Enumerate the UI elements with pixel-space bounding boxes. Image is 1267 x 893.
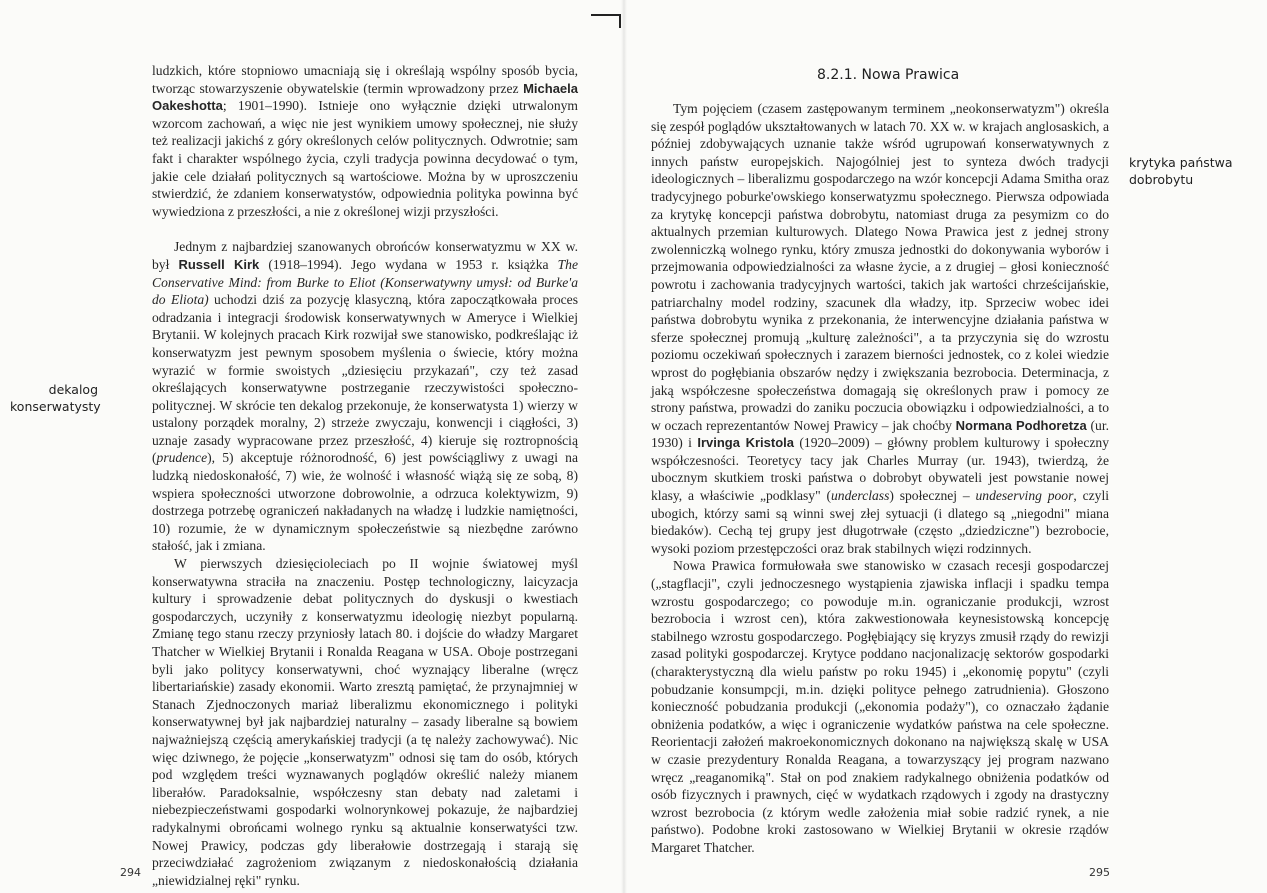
left-paragraph-2: Jednym z najbardziej szanowanych obrońców konserwatyzmu w XX w. był Russell Kirk (1918–1994). Jego wydana w 1953 r. książka The Conservative Mind: from Burke to Eliot (Konserwatywny umysł: od Burke'a do Eliota) uchodzi dziś za pozycję klasyczną, która zapoczątkowała proces odradzania i integracji środowisk konserwatywnych w Ameryce i Wielkiej Brytanii. W kolejnych pracach Kirk rozwijał swe stanowisko, podkreślając iż konserwatyzm jest pewnym sposobem myślenia o świecie, który można wyrazić w formie swoistych „dziesięciu przykazań", czy też zasad określających konserwatywne postrzeganie rzeczywistości społeczno-politycznej. W skrócie ten dekalog przekonuje, że konserwatysta 1) wierzy w ustalony porządek moralny, 2) strzeże zwyczaju, konwencji i ciągłości, 3) uznaje zasady wypracowane przez przeszłość, 4) kieruje się roztropnością (prudence), 5) akceptuje różnorodność, 6) jest powściągliwy z uwagi na ludzką niedoskonałość, 7) wie, że wolność i własność wiążą się ze sobą, 8) wspiera społeczności utworzone dobrowolnie, a odrzuca kolektywizm, 9) dostrzega potrzebę ograniczeń nakładanych na władzę i ludzkie namiętności, 10) rozumie, że w dynamicznym społeczeństwie są niezbędne zarówno stałość, jak i zmiana. (152, 239, 578, 554)
right-paragraph-2: Nowa Prawica formułowała swe stanowisko w czasach recesji gospodarczej („stagflacji", czyli jednoczesnego wystąpienia zjawiska inflacji i spadku tempa wzrostu gospodarczego; co powoduje m.in. ograniczanie produkcji, wzrost bezrobocia i wzrost cen), która zakwestionowała keynesistowską koncepcję stabilnego wzrostu gospodarczego. Pogłębiający się kryzys zmusił rządy do rewizji zasad polityki gospodarczej. Krytyce poddano nacjonalizację sektorów gospodarki (charakterystyczną dla wielu państw po roku 1945) i „ekonomię popytu" (czyli pobudzanie konsumpcji, m.in. dzięki polityce pełnego zatrudnienia). Głoszono konieczność pobudzania produkcji („ekonomia podaży"), co oznaczało żądanie obniżenia podatków, a więc i ograniczenie wydatków państwa na cele społeczne. Reorientacji założeń makroekonomicznych dokonano na największą skalę w USA w czasie prezydentury Ronalda Reagana, a towarzyszący jej program nazwano wręcz „reaganomiką". Stał on pod znakiem radykalnego obniżenia podatków od osób fizycznych i prawnych, cięć w wydatkach rządowych i zgody na drastyczny wzrost bezrobocia (z którym wedle założenia miał sobie radzić rynek, a nie państwo). Podobne kroki zastosowano w Wielkiej Brytanii w okresie rządów Margaret Thatcher. (651, 558, 1109, 855)
left-paragraph-1: ludzkich, które stopniowo umacniają się i określają wspólny sposób bycia, tworząc stowarzyszenie obywatelskie (termin wprowadzony przez Michaela Oakeshotta; 1901–1990). Istnieje ono wyłącznie dzięki utrwalonym wzorcom zachowań, a więc nie jest wynikiem umowy społecznej, nie służy też realizacji jakichś z góry określonych celów politycznych. Odwrotnie; sam fakt i charakter wspólnego życia, czyli tradycja powinna decydować o tym, jakie cele działań politycznych są wartościowe. Można by w uproszczeniu stwierdzić, że zdaniem konserwatystów, odpowiednia polityka powinna być wywiedziona z przeszłości, a nie z określonej wizji przyszłości. (152, 63, 578, 219)
right-paragraph-1: Tym pojęciem (czasem zastępowanym terminem „neokonserwatyzm") określa się zespół poglądów ukształtowanych w latach 70. XX w. w krajach anglosaskich, a później zdobywających uznanie także wśród ugrupowań konserwatywnych z innych państw europejskich. Najogólniej jest to synteza dwóch tradycji ideologicznych – liberalizmu gospodarczego na wzór koncepcji Adama Smitha oraz tradycyjnego poburke'owskiego konserwatyzmu społecznego. Pierwsza odpowiada za krytykę koncepcji państwa dobrobytu, natomiast druga za pesymizm co do aktualnych przemian kulturowych. Dlatego Nowa Prawica jest z jednej strony zwolenniczką wolnego rynku, który zmusza jednostki do dokonywania wyborów i przejmowania odpowiedzialności za własne życie, a z drugiej – głosi konieczność powrotu i zachowania tradycyjnych wartości, takich jak wartości chrześcijańskie, patriarchalny model rodziny, szacunek dla władzy, itp. Sprzeciw wobec idei państwa dobrobytu wynika z przekonania, że interwencyjne działania państwa w sferze społecznej promują „kulturę zależności", a ta przyczynia się do wzrostu poziomu oczekiwań społecznych i zarazem bierności jednostek, co z kolei wiedzie wprost do pogłębiania obszarów nędzy i zwiększania bezrobocia. Determinacja, z jaką współczesne społeczeństwa domagają się określonych praw i pomocy ze strony państwa, prowadzi do zaniku poczucia obowiązku i odpowiedzialności, a to w oczach reprezentantów Nowej Prawicy – jak choćby Normana Podhoretza (ur. 1930) i Irvinga Kristola (1920–2009) – główny problem kulturowy i społeczny współczesności. Teoretycy tacy jak Charles Murray (ur. 1943), twierdzą, że ubocznym skutkiem troski państwa o dobrobyt obywateli jest powstanie nowej klasy, a właściwie „podklasy" (underclass) społecznej – undeserving poor, czyli ubogich, którzy sami są winni swej złej sytuacji (i dlatego są „niegodni" miana biedaków). Cechą tej grupy jest długotrwałe (często „dziedziczne") bezrobocie, wysoki poziom przestępczości oraz brak stabilnych więzi rodzinnych. (651, 101, 1110, 556)
person-name: Normana Podhoretza (955, 417, 1087, 433)
person-name: Irvinga Kristola (697, 435, 794, 451)
page-number: 294 (120, 866, 141, 879)
person-name: Michaela Oakeshotta (152, 80, 578, 114)
left-paragraph-3: W pierwszych dziesięcioleciach po II wojnie światowej myśl konserwatywna straciła na znaczeniu. Postęp technologiczny, laicyzacja kultury i sprowadzenie debat politycznych do dyskusji o kwestiach gospodarczych, uczyniły z konserwatyzmu ideologię niezbyt popularną. Zmianę tego stanu rzeczy przyniosły latach 80. i dojście do władzy Margaret Thatcher w Wielkiej Brytanii i Ronalda Reagana w USA. Oboje postrzegani byli jako politycy konserwatywni, choć wyznający liberalne (wręcz libertariańskie) zasady ekonomii. Warto zresztą pamiętać, że przynajmniej w Stanach Zjednoczonych mariaż liberalizmu ekonomicznego i polityki konserwatywnej był jak najbardziej naturalny – zasady liberalne są bowiem najważniejszą częścią amerykańskiej tradycji (a tę należy zachowywać). Nic więc dziwnego, że pojęcie „konserwatyzm" odnosi się tam do osób, których pod względem treści wyznawanych poglądów określić należy mianem liberałów. Paradoksalnie, współczesny stan debaty nad zaletami i niebezpieczeństwami gospodarki wolnorynkowej pokazuje, że najbardziej radykalnymi obrońcami wolnego rynku są aktualnie konserwatyści tzw. Nowej Prawicy, podczas gdy liberałowie dostrzegają i starają się przeciwdziałać zagrożeniom związanym z niedoskonałością działania „niewidzialnej ręki" rynku. (152, 556, 578, 888)
person-name: Russell Kirk (178, 256, 260, 272)
left-page-body (152, 62, 578, 889)
right-page-body (651, 100, 1109, 857)
section-heading: 8.2.1. Nowa Prawica (817, 67, 960, 83)
margin-note-welfare-critique: krytyka państwa dobrobytu (1129, 155, 1233, 187)
term-italic: underclass (830, 488, 890, 504)
term-italic: undeserving poor (975, 488, 1074, 504)
term-italic: prudence (156, 450, 208, 466)
margin-note-dekalog: dekalog konserwatysty (10, 382, 101, 414)
book-title: The Conservative Mind: from Burke to Eliot (Konserwatywny umysł: od Burke'a do Eliota) (152, 256, 578, 308)
right-page (627, 0, 1267, 893)
left-page (0, 0, 621, 893)
page-number: 295 (1089, 866, 1110, 879)
